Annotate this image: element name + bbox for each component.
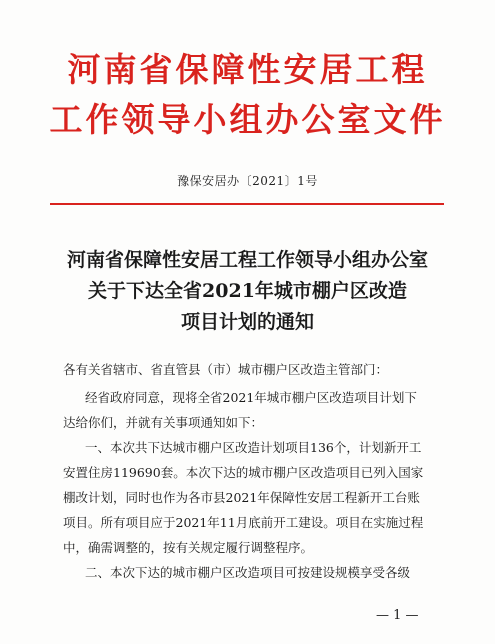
paragraph-2-line-3: 棚改计划，同时也作为各市县2021年保障性安居工程新开工台账 — [63, 490, 420, 505]
paragraph-2-line-4: 项目。所有项目应于2021年11月底前开工建设。项目在实施过程 — [63, 515, 424, 530]
document-number: 豫保安居办〔2021〕1号 — [177, 174, 318, 188]
notice-title-line-1: 河南省保障性安居工程工作领导小组办公室 — [66, 249, 428, 271]
red-divider-rule — [50, 203, 444, 205]
paragraph-1-line-1: 经省政府同意，现将全省2021年城市棚户区改造项目计划下 — [85, 390, 417, 405]
notice-title-line-3: 项目计划的通知 — [180, 311, 314, 333]
paragraph-2-line-2: 安置住房119690套。本次下达的城市棚户区改造项目已列入国家 — [63, 465, 424, 480]
paragraph-1-line-2: 达给你们，并就有关事项通知如下： — [63, 415, 264, 430]
notice-title-line-2: 关于下达全省2021年城市棚户区改造 — [88, 280, 407, 302]
paragraph-3-line-1: 二、本次下达的城市棚户区改造项目可按建设规模享受各级 — [85, 565, 411, 580]
paragraph-2-line-1: 一、本次共下达城市棚户区改造计划项目136个，计划新开工 — [85, 440, 422, 455]
issuer-header-line-2: 工作领导小组办公室文件 — [49, 100, 446, 139]
page-number: — 1 — — [376, 608, 419, 623]
issuer-header-line-1: 河南省保障性安居工程 — [67, 50, 428, 89]
paragraph-2-line-5: 中，确需调整的，按有关规定履行调整程序。 — [63, 540, 314, 555]
salutation: 各有关省辖市、省直管县（市）城市棚户区改造主管部门： — [63, 362, 389, 377]
